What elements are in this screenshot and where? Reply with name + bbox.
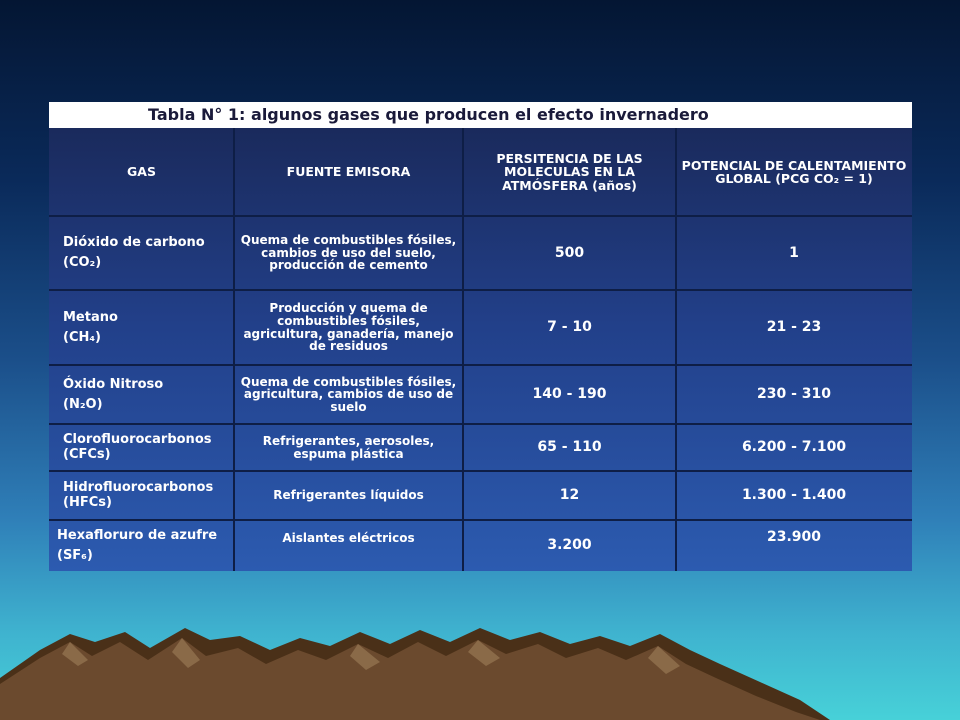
table-title-bar [49,102,912,128]
greenhouse-gas-table [49,102,912,571]
gas-name: Hexafloruro de azufre [57,527,218,543]
gas-name: Óxido Nitroso [63,376,164,392]
header-potential: POTENCIAL DE CALENTAMIENTO GLOBAL (PCG CO₂ = 1) [681,157,907,186]
source-cell: Aislantes eléctricos [282,531,415,545]
table-row-cell-gas [49,520,234,571]
potential-cell: 230 - 310 [756,386,831,403]
persistence-cell: 500 [554,244,585,261]
source-cell: Refrigerantes, aerosoles, espuma plástica [262,433,435,461]
gas-formula: (CFCs) [63,447,111,462]
persistence-cell: 12 [559,487,580,504]
row-divider [49,519,912,521]
source-cell: Producción y quema de combustibles fósiles, agricultura, ganadería, manejo de residuos [243,301,454,354]
gas-name: Hidrofluorocarbonos [63,480,214,496]
source-cell: Refrigerantes líquidos [273,488,424,503]
column-divider [233,128,235,571]
table-row-cell-gas [49,471,234,520]
header-source: FUENTE EMISORA [286,164,411,180]
header-persistence: PERSITENCIA DE LAS MOLECULAS EN LA ATMÓSFERA (años) [496,151,643,193]
column-divider [675,128,677,571]
gas-name: Metano [63,309,118,325]
source-cell: Quema de combustibles fósiles, agricultura, cambios de uso de suelo [240,374,457,414]
persistence-cell: 7 - 10 [547,319,592,336]
persistence-cell: 140 - 190 [532,386,607,403]
gas-name: Clorofluorocarbonos [63,432,212,448]
gas-formula: (N₂O) [63,396,103,412]
row-divider [49,215,912,217]
potential-cell: 21 - 23 [766,319,822,336]
gas-name: Dióxido de carbono [63,235,205,251]
column-divider [462,128,464,571]
gas-formula: (CO₂) [63,255,102,270]
table-row-cell-gas [49,216,234,290]
persistence-cell: 65 - 110 [537,439,602,456]
mountain-face [0,638,820,720]
gas-formula: (CH₄) [63,329,101,345]
table-title: Tabla N° 1: algunos gases que producen el efecto invernadero [148,105,709,124]
potential-cell: 1 [789,244,799,261]
table-row-cell-gas [49,365,234,424]
persistence-cell: 3.200 [547,537,592,554]
table-body [49,128,912,571]
row-divider [49,289,912,291]
source-cell: Quema de combustibles fósiles, cambios de uso del suelo, producción de cemento [240,233,457,273]
gas-formula: (HFCs) [63,495,112,510]
potential-cell: 23.900 [766,529,822,545]
row-divider [49,364,912,366]
row-divider [49,470,912,472]
gas-formula: (SF₆) [57,547,93,563]
mountain-range-illustration [0,620,960,720]
table-row-cell-gas [49,424,234,471]
header-gas: GAS [127,164,156,180]
table-row-cell-gas [49,290,234,365]
potential-cell: 1.300 - 1.400 [741,487,847,504]
potential-cell: 6.200 - 7.100 [741,439,847,456]
row-divider [49,423,912,425]
